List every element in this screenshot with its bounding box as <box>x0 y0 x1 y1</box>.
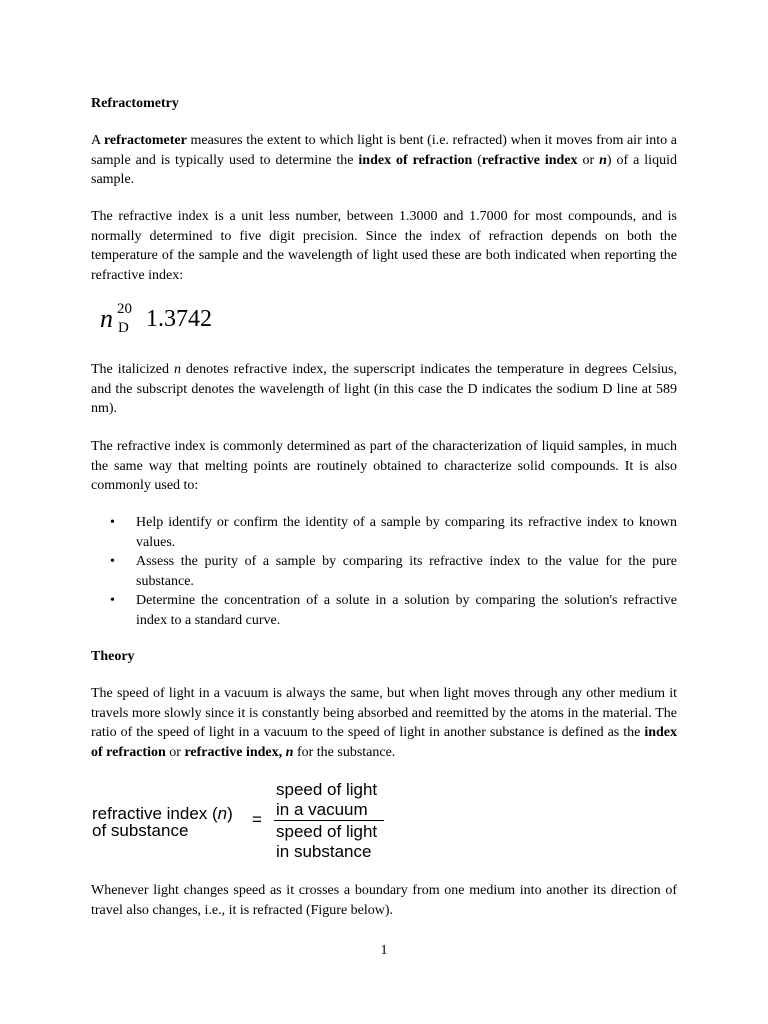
bullet-marker: • <box>110 593 115 608</box>
equation-numerator-line1: speed of light <box>276 780 378 799</box>
paragraph-refractometer-intro: A refractometer measures the extent to which light is bent (i.e. refracted) when it moves from air into a sample and is typically used to determine the index of refraction (refractive index or n) of a liquid sample. <box>91 133 677 187</box>
heading-refractometry: Refractometry <box>91 96 179 111</box>
page-number: 1 <box>380 943 388 958</box>
equation-lhs-line1: refractive index (n) <box>92 804 233 823</box>
equation-fraction-bar <box>274 820 384 821</box>
symbol-n-2: n <box>285 744 294 760</box>
notation-superscript: 20 <box>117 301 132 317</box>
term-index-of-refraction-2: index of refraction <box>91 725 677 760</box>
notation-value: 1.3742 <box>146 306 212 332</box>
paragraph-refraction-direction: Whenever light changes speed as it crosses a boundary from one medium into another its direction of travel also changes, i.e., it is refracted (Figure below). <box>91 883 677 918</box>
uses-bullet-list <box>110 513 677 630</box>
heading-theory: Theory <box>91 649 135 664</box>
equation-denominator-line2: in substance <box>276 842 372 861</box>
term-refractive-index: refractive index <box>481 152 578 168</box>
equation-lhs-line2: of substance <box>92 821 189 840</box>
paragraph-characterization: The refractive index is commonly determined as part of the characterization of liquid samples, in much the same way that melting points are routinely obtained to characterize solid compounds. It is also commonly used to: <box>91 439 677 493</box>
notation-subscript: D <box>118 320 129 336</box>
bullet-marker: • <box>110 554 115 569</box>
paragraph-unitless-number: The refractive index is a unit less number, between 1.3000 and 1.7000 for most compounds, and is normally determined to five digit precision. Since the index of refraction depends on both the temperature of the sample and the wavelength of light used these are both indicated when reporting the refractive index: <box>91 209 677 283</box>
term-refractive-index-2: refractive index, <box>184 744 283 760</box>
list-item: • Determine the concentration of a solute in a solution by comparing the solution's refractive index to a standard curve. <box>110 593 677 628</box>
refractive-index-notation <box>100 301 212 336</box>
paragraph-speed-of-light: The speed of light in a vacuum is always the same, but when light moves through any other medium it travels more slowly since it is constantly being absorbed and reemitted by the atoms in the material. The ratio of the speed of light in a vacuum to the speed of light in another substance is defined as the index of refraction or refractive index, n for the substance. <box>91 686 677 760</box>
refractive-index-equation <box>92 780 402 862</box>
notation-n: n <box>100 304 113 333</box>
paragraph-notation-explanation: The italicized n denotes refractive index, the superscript indicates the temperature in degrees Celsius, and the subscript denotes the wavelength of light (in this case the D indicates the sodium D line at 589 nm). <box>91 362 677 416</box>
italic-n: n <box>173 362 181 377</box>
equation-numerator-line2: in a vacuum <box>276 800 368 819</box>
list-item: • Help identify or confirm the identity of a sample by comparing its refractive index to known values. <box>110 515 677 550</box>
equation-equals-sign: = <box>252 810 262 829</box>
term-index-of-refraction: index of refraction <box>358 152 473 168</box>
term-refractometer: refractometer <box>103 133 187 148</box>
equation-denominator-line1: speed of light <box>276 822 378 841</box>
bullet-marker: • <box>110 515 115 530</box>
symbol-n: n <box>599 152 607 168</box>
list-item: • Assess the purity of a sample by comparing its refractive index to the value for the pure substance. <box>110 554 677 589</box>
